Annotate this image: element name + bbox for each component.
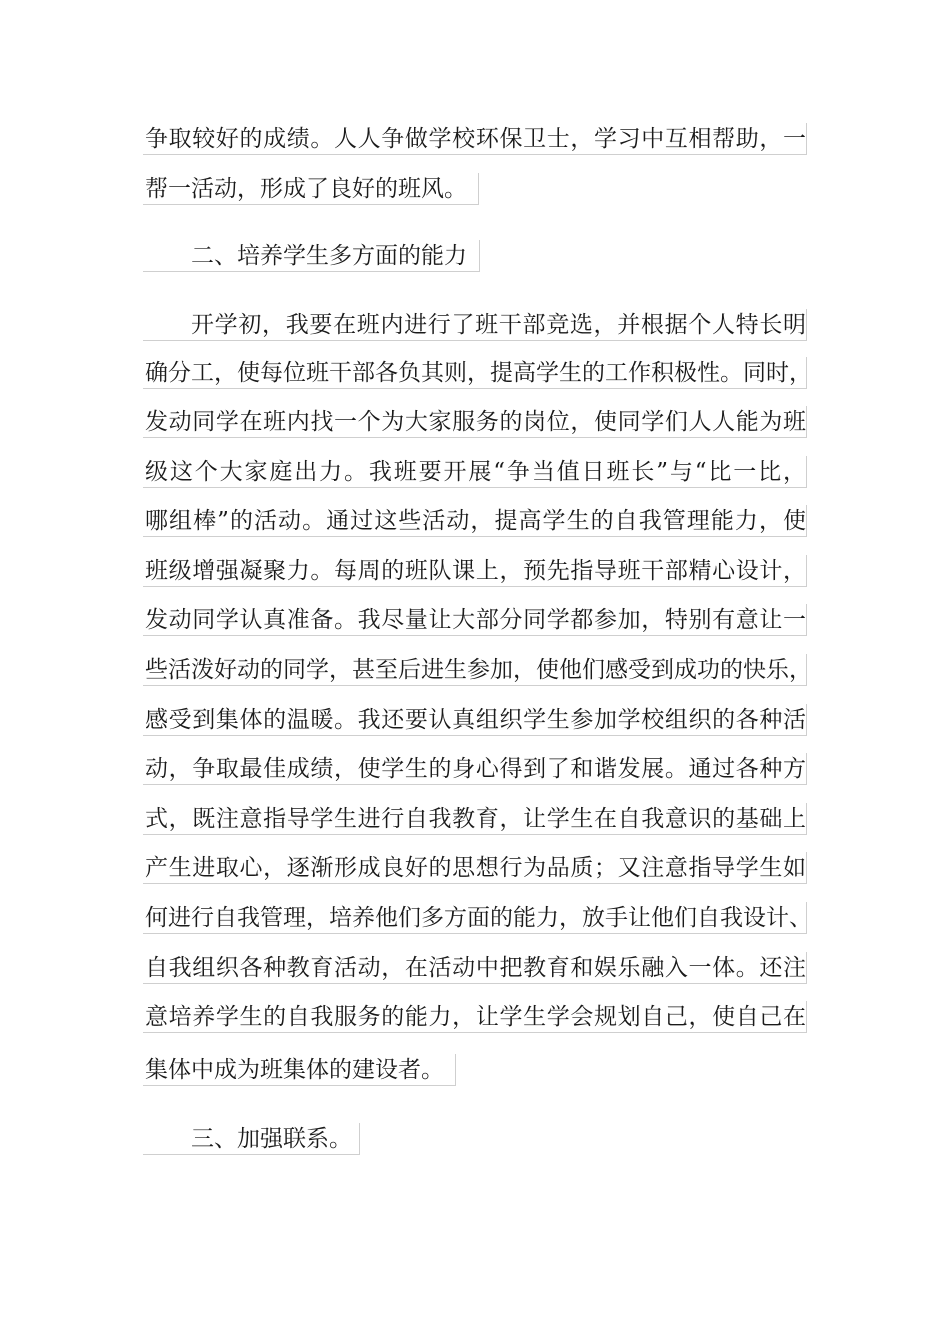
paragraph-line: 哪组棒”的活动。通过这些活动，提高学生的自我管理能力，使 xyxy=(143,505,807,537)
paragraph-line: 感受到集体的温暖。我还要认真组织学生参加学校组织的各种活 xyxy=(143,704,807,736)
paragraph-line: 开学初，我要在班内进行了班干部竞选，并根据个人特长明 xyxy=(143,309,807,341)
paragraph-line: 争取较好的成绩。人人争做学校环保卫士，学习中互相帮助，一 xyxy=(143,123,807,155)
paragraph-line: 自我组织各种教育活动，在活动中把教育和娱乐融入一体。还注 xyxy=(143,952,807,984)
paragraph-line: 帮一活动，形成了良好的班风。 xyxy=(143,173,479,205)
paragraph-line: 发动同学认真准备。我尽量让大部分同学都参加，特别有意让一 xyxy=(143,604,807,636)
paragraph-line: 集体中成为班集体的建设者。 xyxy=(143,1054,456,1086)
paragraph-line: 确分工，使每位班干部各负其则，提高学生的工作积极性。同时， xyxy=(143,357,807,389)
paragraph-line: 发动同学在班内找一个为大家服务的岗位，使同学们人人能为班 xyxy=(143,406,807,438)
paragraph-line: 级这个大家庭出力。我班要开展“争当值日班长”与“比一比， xyxy=(143,456,807,488)
paragraph-line: 些活泼好动的同学，甚至后进生参加，使他们感受到成功的快乐， xyxy=(143,654,807,686)
paragraph-line: 产生进取心，逐渐形成良好的思想行为品质；又注意指导学生如 xyxy=(143,852,807,884)
section-heading-two: 二、培养学生多方面的能力 xyxy=(143,240,480,272)
paragraph-line: 何进行自我管理，培养他们多方面的能力，放手让他们自我设计、 xyxy=(143,902,807,934)
paragraph-line: 式，既注意指导学生进行自我教育，让学生在自我意识的基础上 xyxy=(143,803,807,835)
section-heading-three: 三、加强联系。 xyxy=(143,1123,360,1155)
paragraph-line: 动，争取最佳成绩，使学生的身心得到了和谐发展。通过各种方 xyxy=(143,753,807,785)
paragraph-line: 班级增强凝聚力。每周的班队课上，预先指导班干部精心设计， xyxy=(143,555,807,587)
paragraph-line: 意培养学生的自我服务的能力，让学生学会规划自己，使自己在 xyxy=(143,1001,807,1033)
